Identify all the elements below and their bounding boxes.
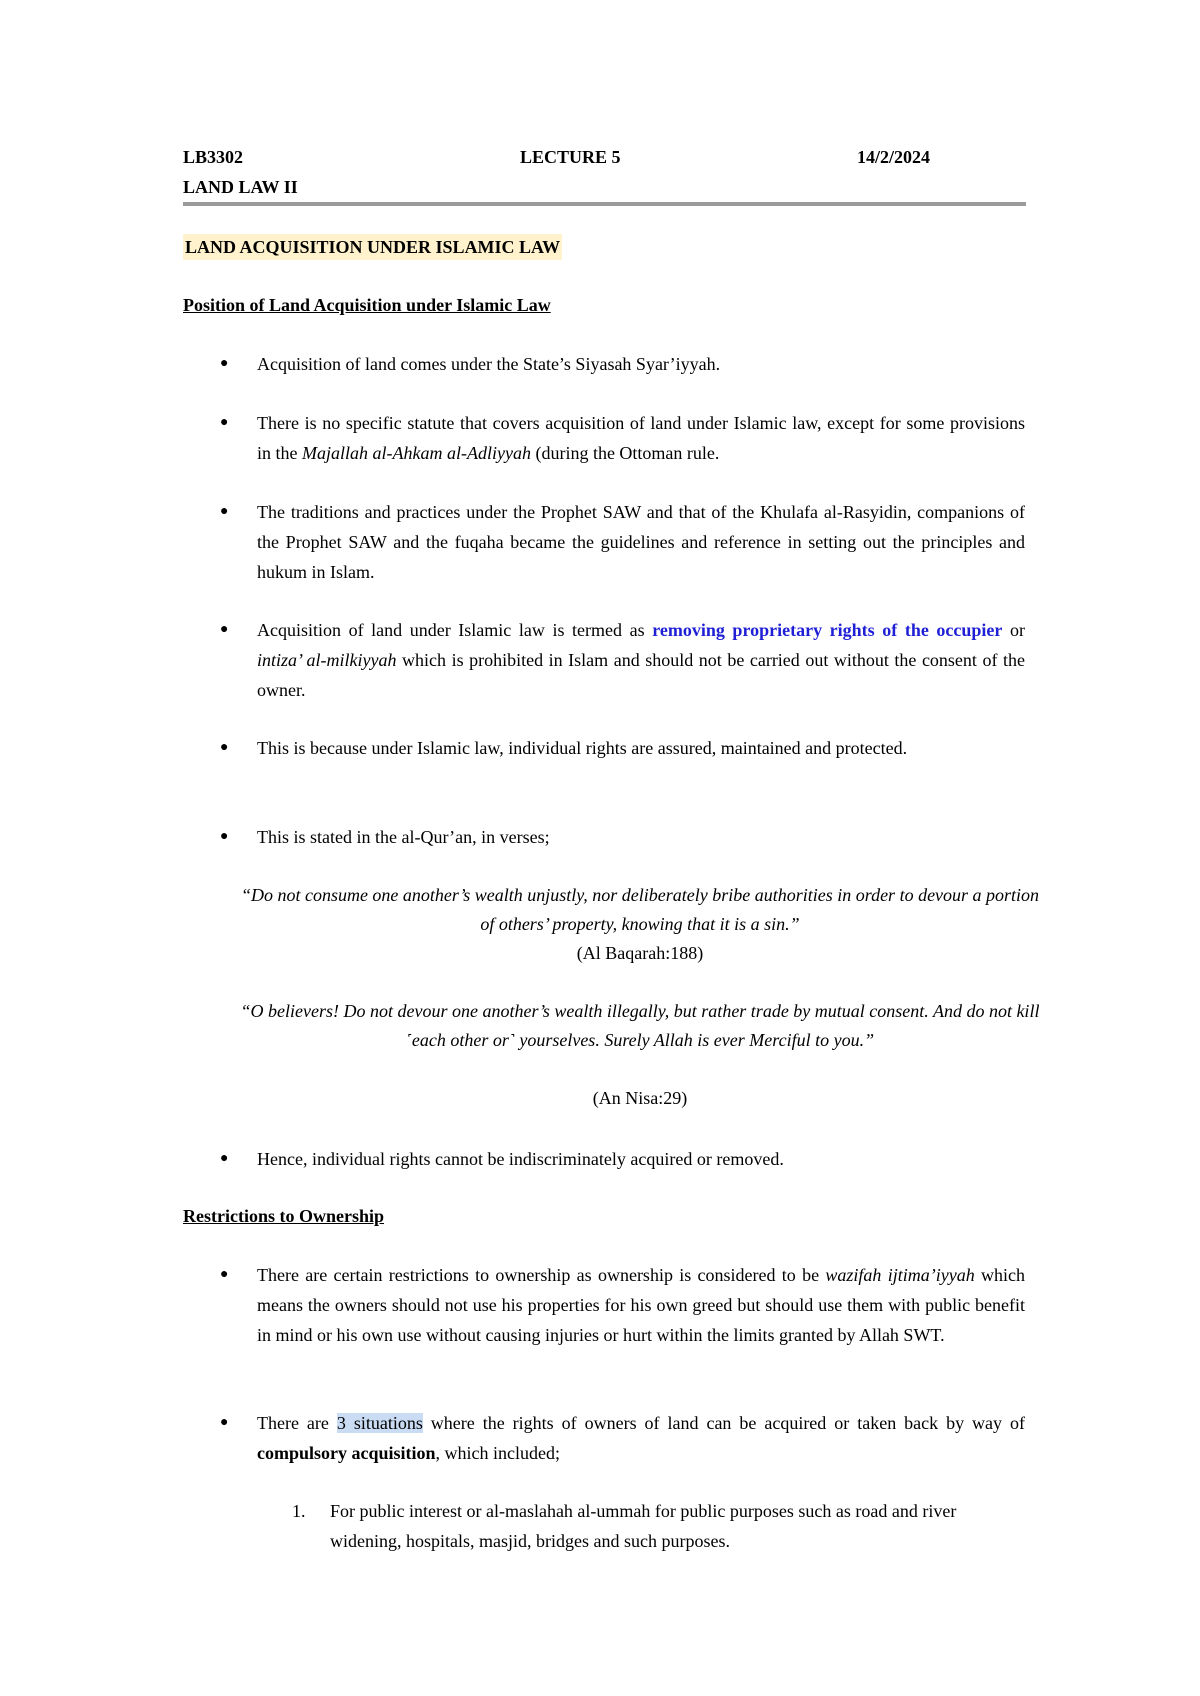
quote-citation: (Al Baqarah:188) [576, 943, 704, 963]
bullet-icon: ● [220, 622, 229, 637]
bullet-icon: ● [220, 415, 229, 430]
bullet-text: There is no specific statute that covers acquisition of land under Islamic law, except for some provisions in the Majallah al-Ahkam al-Adliyyah (during the Ottoman rule. [257, 413, 1025, 463]
bullet-icon: ● [220, 1151, 229, 1166]
bullet-text: Acquisition of land under Islamic law is termed as removing proprietary rights of the occupier or intiza’ al-milkiyyah which is prohibited in Islam and should not be carried out without the consent of the owner. [257, 620, 1025, 700]
bullet-icon: ● [220, 829, 229, 844]
intiza-term: intiza’ al-milkiyyah [257, 650, 397, 670]
emphasized-term: removing proprietary rights of the occupier [652, 620, 1003, 640]
quote-citation: (An Nisa:29) [592, 1088, 688, 1108]
bullet-text: This is stated in the al-Qur’an, in verses; [257, 827, 550, 847]
document-title: LAND ACQUISITION UNDER ISLAMIC LAW [183, 234, 562, 260]
list-item: For public interest or al-maslahah al-ummah for public purposes such as road and river widening, hospitals, masjid, bridges and such purposes. [330, 1501, 957, 1551]
section-heading-position: Position of Land Acquisition under Islamic Law [183, 295, 551, 315]
lecture-number: LECTURE 5 [520, 147, 621, 167]
compulsory-acquisition-term: compulsory acquisition [257, 1443, 436, 1463]
course-code: LB3302 [183, 147, 244, 167]
quran-quote: “Do not consume one another’s wealth unjustly, nor deliberately bribe authorities in order to devour a portion of others’ property, knowing that it is a sin.” [240, 885, 1040, 934]
bullet-text: The traditions and practices under the Prophet SAW and that of the Khulafa al-Rasyidin, companions of the Prophet SAW and the fuqaha became the guidelines and reference in setting out the principles and hukum in Islam. [257, 502, 1025, 582]
course-name: LAND LAW II [183, 177, 298, 197]
selected-text[interactable]: 3 situations [336, 1413, 423, 1433]
quran-quote: “O believers! Do not devour one another’s wealth illegally, but rather trade by mutual consent. And do not kill ˹each other or˺ yourselves. Surely Allah is ever Merciful to you.” [240, 1001, 1040, 1050]
lecture-date: 14/2/2024 [857, 147, 931, 167]
section-heading-restrictions: Restrictions to Ownership [183, 1206, 384, 1226]
bullet-text: Hence, individual rights cannot be indiscriminately acquired or removed. [257, 1149, 784, 1169]
bullet-icon: ● [220, 740, 229, 755]
bullet-text: This is because under Islamic law, individual rights are assured, maintained and protected. [257, 738, 908, 758]
bullet-icon: ● [220, 356, 229, 371]
bullet-text: Acquisition of land comes under the State’s Siyasah Syar’iyyah. [257, 354, 721, 374]
bullet-text: There are 3 situations where the rights of owners of land can be acquired or taken back by way of compulsory acquisition, which included; [257, 1413, 1025, 1463]
majallah-term: Majallah al-Ahkam al-Adliyyah [302, 443, 531, 463]
bullet-icon: ● [220, 504, 229, 519]
header-divider [183, 202, 1026, 206]
bullet-text: There are certain restrictions to ownership as ownership is considered to be wazifah ijtima’iyyah which means the owners should not use his properties for his own greed but should use them with public benefit in mind or his own use without causing injuries or hurt within the limits granted by Allah SWT. [257, 1265, 1025, 1345]
bullet-icon: ● [220, 1267, 229, 1282]
list-number: 1. [292, 1501, 306, 1521]
bullet-icon: ● [220, 1415, 229, 1430]
wazifah-term: wazifah ijtima’iyyah [825, 1265, 975, 1285]
